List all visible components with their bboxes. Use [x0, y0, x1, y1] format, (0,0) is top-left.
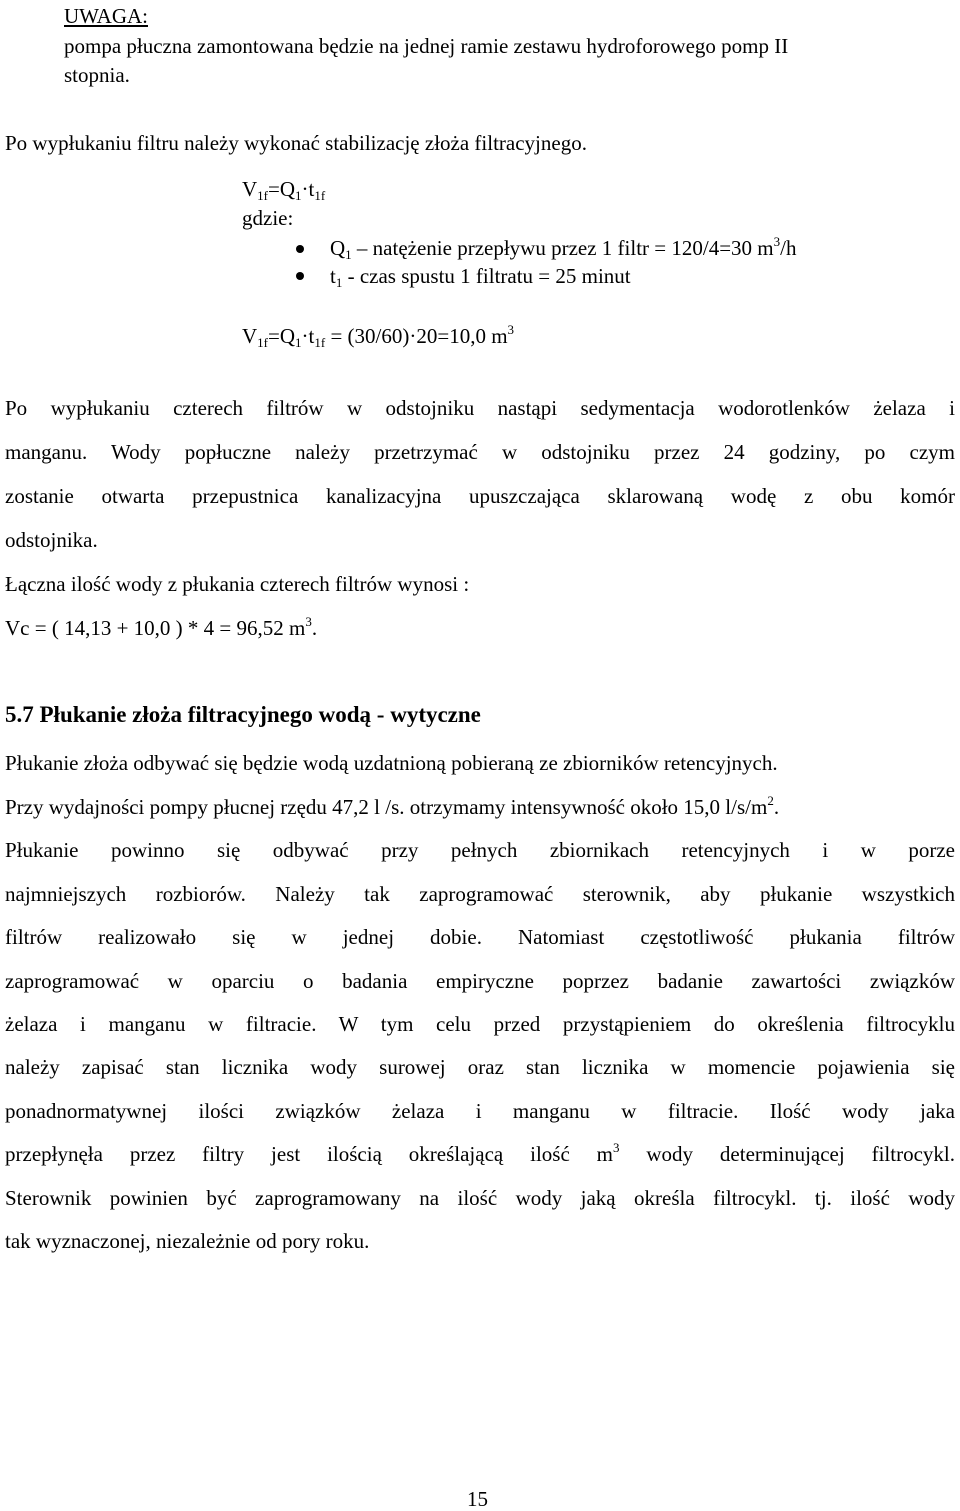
para3-line-2: najmniejszych rozbiorów. Należy tak zaprogramować sterownik, aby płukanie wszystkich [5, 882, 955, 906]
para3-line-7: ponadnormatywnej ilości związków żelaza i manganu w filtracie. Ilość wody jaka [5, 1099, 955, 1123]
para3-line-10: tak wyznaczonej, niezależnie od pory roku. [5, 1229, 370, 1253]
para1-line-3: zostanie otwarta przepustnica kanalizacyjna upuszczająca sklarowaną wodę z obu komór [5, 484, 955, 508]
para3-line-3: filtrów realizowało się w jednej dobie. Natomiast częstotliwość płukania filtrów [5, 925, 955, 949]
para3-line-8: przepłynęła przez filtry jest ilością określającą ilość $m^3$ wody determinującej filtrocykl. [5, 1140, 955, 1166]
page-number: 15 [467, 1487, 488, 1511]
vc-line: Vc = ( 14,13 + 10,0 ) * 4 = 96,52 $m^3$. [5, 614, 318, 640]
note-title: UWAGA: [64, 4, 148, 28]
note-line-1: pompa płuczna zamontowana będzie na jednej ramie zestawu hydroforowego pomp II [64, 34, 789, 58]
formula-1: $V_{1f}=Q_1\cdot t_{1f}$ [242, 177, 326, 203]
total-line: Łączna ilość wody z płukania czterech filtrów wynosi : [5, 572, 470, 596]
bullet-item-1: $Q_1$ – natężenie przepływu przez 1 filtr = 120/4=30 $m^3/h$ [330, 234, 797, 262]
para3-line-6: należy zapisać stan licznika wody surowej oraz stan licznika w momencie pojawienia się [5, 1055, 955, 1079]
para2-line-2: Przy wydajności pompy płucnej rzędu 47,2 l /s. otrzymamy intensywność około 15,0 $l/s/m^2$. [5, 793, 780, 819]
para1-line-1: Po wypłukaniu czterech filtrów w odstojniku nastąpi sedymentacja wodorotlenków żelaza i [5, 396, 955, 420]
para1-line-2: manganu. Wody popłuczne należy przetrzymać w odstojniku przez 24 godziny, po czym [5, 440, 955, 464]
para3-line-9: Sterownik powinien być zaprogramowany na ilość wody jaką określa filtrocykl. tj. ilość wody [5, 1186, 955, 1210]
where-label: gdzie: [242, 206, 294, 230]
para3-line-5: żelaza i manganu w filtracie. W tym celu przed przystąpieniem do określenia filtrocyklu [5, 1012, 955, 1036]
note-line-2: stopnia. [64, 63, 130, 87]
para2-line-1: Płukanie złoża odbywać się będzie wodą uzdatnioną pobieraną ze zbiorników retencyjnych. [5, 751, 778, 775]
para1-line-4: odstojnika. [5, 528, 98, 552]
stabilization-intro: Po wypłukaniu filtru należy wykonać stabilizację złoża filtracyjnego. [5, 131, 587, 155]
para3-line-1: Płukanie powinno się odbywać przy pełnych zbiornikach retencyjnych i w porze [5, 838, 955, 862]
section-heading: 5.7 Płukanie złoża filtracyjnego wodą - wytyczne [5, 702, 481, 727]
bullet-item-2: $t_1$ - czas spustu 1 filtratu = 25 minut [330, 264, 631, 290]
bullet-marker-1 [296, 245, 304, 253]
para3-line-4: zaprogramować w oparciu o badania empiryczne poprzez badanie zawartości związków [5, 969, 955, 993]
formula-2: $V_{1f}=Q_1\cdot t_{1f} = (30/60)\cdot 20=10,0$ $m^3$ [242, 322, 515, 350]
bullet-marker-2 [296, 272, 304, 280]
